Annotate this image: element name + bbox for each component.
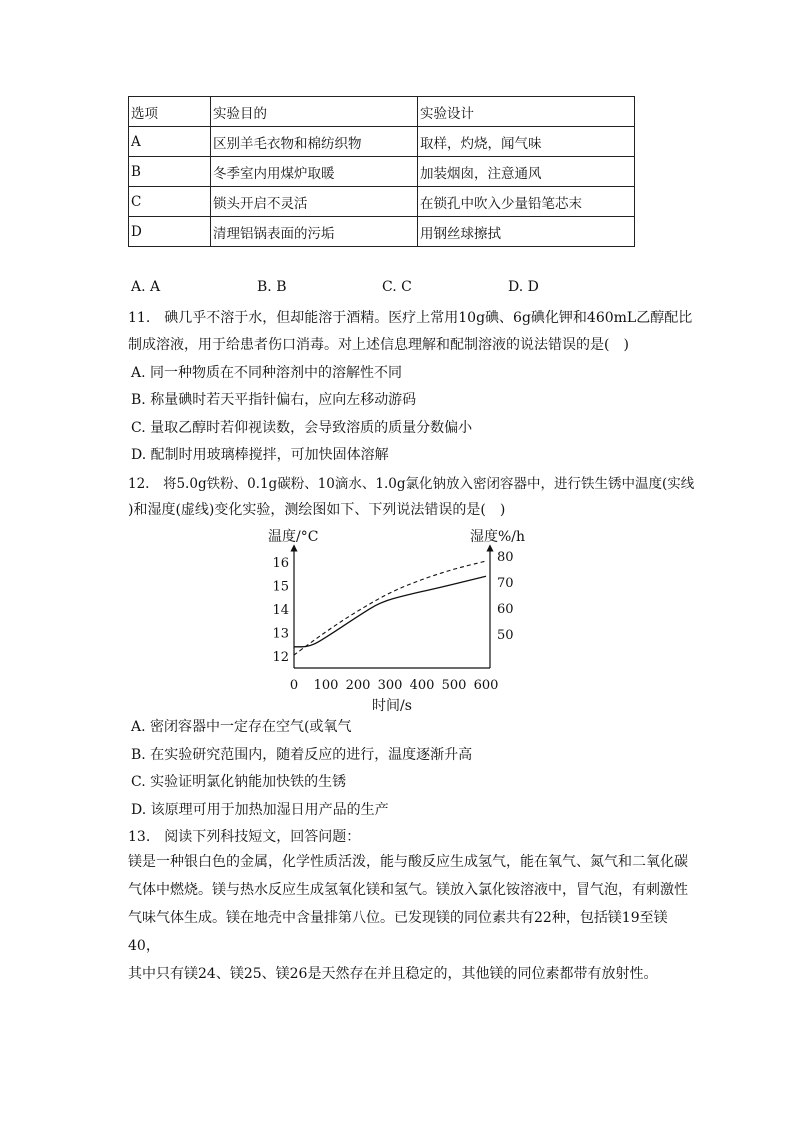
y2-tick-label: 50 (497, 628, 514, 644)
table-cell: A (129, 127, 211, 157)
passage-line: 气味气体生成。镁在地壳中含量排第八位。已发现镁的同位素共有22种，包括镁19至镁40， (128, 910, 668, 954)
q10-options (131, 279, 651, 299)
q11-option-d: D. 配制时用玻璃棒搅拌，可加快固体溶解 (131, 447, 389, 463)
y2-axis-label: 湿度%/h (470, 529, 526, 545)
temperature-humidity-chart (260, 520, 540, 720)
q12-option-d: D. 该原理可用于加热加湿日用产品的生产 (131, 802, 389, 818)
q11-option-b: B. 称量碘时若天平指针偏右，应向左移动游码 (131, 392, 417, 408)
q12-stem-line2: )和湿度(虚线)变化实验，测绘图如下、下列说法错误的是( ) (128, 502, 506, 518)
table-row (129, 187, 635, 217)
q11-stem-line1: 11. 碘几乎不溶于水，但却能溶于酒精。医疗上常用10g碘、6g碘化钾和460mL乙醇配比 (128, 310, 693, 326)
table-cell: 锁头开启不灵活 (211, 187, 418, 217)
q11-option-a: A. 同一种物质在不同种溶剂中的溶解性不同 (131, 365, 403, 381)
y-tick-label: 12 (272, 650, 289, 666)
q12-option-c: C. 实验证明氯化钠能加快铁的生锈 (131, 774, 347, 790)
x-tick-label: 500 (441, 678, 467, 693)
x-tick-label: 400 (409, 678, 435, 693)
table-cell: D (129, 217, 211, 247)
table-header-cell: 实验目的 (211, 97, 418, 127)
table-cell: 清理铝锅表面的污垢 (211, 217, 418, 247)
y2-tick-label: 80 (497, 549, 514, 565)
temperature-series-line (294, 576, 486, 647)
table-cell: 冬季室内用煤炉取暖 (211, 157, 418, 187)
y-tick-label: 15 (272, 579, 289, 595)
q12-stem-line1: 12. 将5.0g铁粉、0.1g碳粉、10滴水、1.0g氯化钠放入密闭容器中，进行铁生锈中温度(实线 (128, 476, 695, 492)
table-row (129, 127, 635, 157)
table-header-cell: 选项 (129, 97, 211, 127)
y2-tick-label: 70 (497, 575, 514, 591)
y-tick-label: 14 (272, 603, 289, 619)
x-axis-label: 时间/s (372, 698, 412, 714)
x-tick-label: 0 (289, 678, 299, 693)
table-cell: 在锁孔中吹入少量铅笔芯末 (418, 187, 635, 217)
q12-option-b: B. 在实验研究范围内，随着反应的进行，温度逐渐升高 (131, 747, 473, 763)
humidity-series-line (294, 561, 486, 655)
table-cell: 取样，灼烧，闻气味 (418, 127, 635, 157)
table-row (129, 157, 635, 187)
passage-line: 气体中燃烧。镁与热水反应生成氢氧化镁和氢气。镁放入氯化铵溶液中，冒气泡，有刺激性 (128, 882, 688, 898)
option-d: D. D (508, 279, 539, 295)
q13-stem: 13. 阅读下列科技短文，回答问题： (128, 829, 361, 845)
table-row (129, 217, 635, 247)
x-tick-label: 300 (377, 678, 403, 693)
option-a: A. A (131, 279, 161, 295)
table-header-row (129, 97, 635, 127)
table-cell: 区别羊毛衣物和棉纺织物 (211, 127, 418, 157)
q12-option-a: A. 密闭容器中一定存在空气(或氧气 (131, 719, 352, 735)
y-axis-label: 温度/°C (268, 529, 319, 545)
passage-line: 镁是一种银白色的金属，化学性质活泼，能与酸反应生成氢气，能在氧气、氮气和二氧化碳 (128, 854, 688, 870)
x-tick-label: 100 (313, 678, 339, 693)
table-header-cell: 实验设计 (418, 97, 635, 127)
passage-line: 其中只有镁24、镁25、镁26是天然存在并且稳定的，其他镁的同位素都带有放射性。 (128, 966, 658, 982)
table-cell: B (129, 157, 211, 187)
experiment-table (128, 96, 635, 247)
table-cell: 用钢丝球擦拭 (418, 217, 635, 247)
y-tick-label: 16 (272, 556, 289, 572)
option-b: B. B (257, 279, 287, 295)
x-tick-label: 600 (473, 678, 499, 693)
q11-option-c: C. 量取乙醇时若仰视读数，会导致溶质的质量分数偏小 (131, 420, 473, 436)
q11-stem-line2: 制成溶液，用于给患者伤口消毒。对上述信息理解和配制溶液的说法错误的是( ) (128, 337, 629, 353)
table-cell: C (129, 187, 211, 217)
y-tick-label: 13 (272, 626, 289, 642)
x-tick-label: 200 (345, 678, 371, 693)
table-cell: 加装烟囱，注意通风 (418, 157, 635, 187)
y2-tick-label: 60 (497, 602, 514, 617)
q13-passage (128, 848, 698, 988)
option-c: C. C (382, 279, 412, 295)
